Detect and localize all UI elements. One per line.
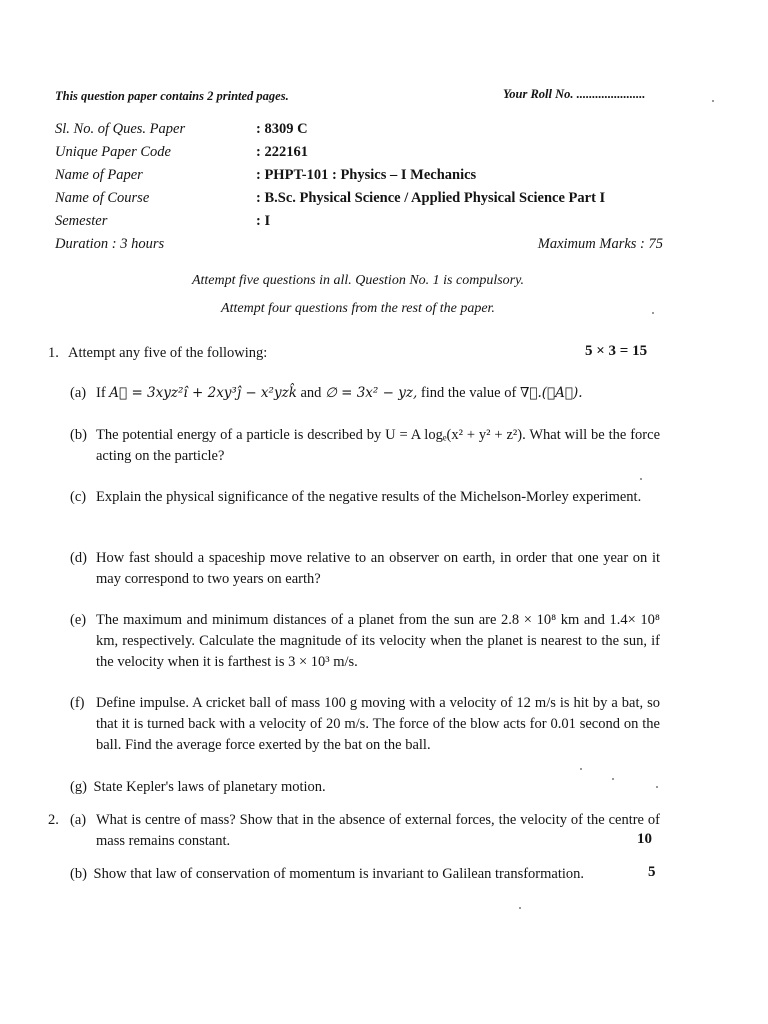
sub-question-e	[70, 610, 660, 674]
text-fragment: find the value of	[420, 385, 517, 401]
meta-value: : I	[256, 213, 271, 229]
meta-value: : 222161	[256, 144, 308, 160]
sub-question-marks: 10	[637, 831, 652, 847]
meta-value: : 8309 C	[256, 121, 308, 137]
question-number: 2.	[48, 812, 59, 828]
sub-question-label: (b)	[70, 866, 87, 882]
maximum-marks: Maximum Marks : 75	[537, 236, 663, 252]
sub-question-label: (g)	[70, 779, 87, 795]
meta-key: Sl. No. of Ques. Paper	[55, 121, 186, 137]
sub-question-label: (e)	[70, 612, 87, 628]
vector-expression: A⃗ = 3xyz²î + 2xy³ĵ − x²yzk̂	[109, 385, 297, 401]
scan-speck	[712, 100, 714, 102]
sub-question-2b	[70, 864, 584, 885]
scalar-expression: ∅ = 3x² − yz,	[325, 385, 418, 401]
instruction-line: Attempt five questions in all. Question No. 1 is compulsory.	[191, 273, 525, 288]
sub-question-label: (c)	[70, 489, 87, 505]
scan-speck	[612, 778, 614, 780]
scan-speck	[652, 312, 654, 314]
text-fragment: If	[96, 385, 106, 401]
instruction-line: Attempt four questions from the rest of the paper.	[221, 301, 495, 316]
sub-question-d	[70, 548, 660, 592]
sub-question-text: What is centre of mass? Show that in the absence of external forces, the velocity of the centre of mass remains constant.	[96, 812, 660, 849]
sub-question-label: (a)	[70, 385, 87, 401]
scan-speck	[580, 768, 582, 770]
sub-question-label: (f)	[70, 695, 85, 711]
scan-speck	[640, 478, 642, 480]
duration: Duration : 3 hours	[55, 236, 165, 252]
meta-value: : PHPT-101 : Physics – I Mechanics	[256, 167, 477, 183]
sub-question-f	[70, 693, 660, 757]
sub-question-a	[96, 383, 583, 404]
sub-question-label: (d)	[70, 550, 87, 566]
sub-question-text: State Kepler's laws of planetary motion.	[93, 779, 326, 795]
divergence-expression: ∇⃗.(∅A⃗).	[519, 385, 583, 401]
sub-question-text: Define impulse. A cricket ball of mass 100 g moving with a velocity of 12 m/s is hit by a bat, so that it is turned back with a velocity of 20 m/s. The force of the blow acts for 0.01 second on the ball. Find the average force exerted by the bat on the ball.	[96, 695, 660, 753]
meta-key: Name of Course	[55, 190, 150, 206]
sub-question-text: Explain the physical significance of the negative results of the Michelson-Morley experiment.	[96, 489, 642, 505]
meta-key: Name of Paper	[55, 167, 143, 183]
sub-question-2a	[70, 810, 660, 854]
meta-value: : B.Sc. Physical Science / Applied Physical Science Part I	[256, 190, 606, 206]
meta-key: Unique Paper Code	[55, 144, 171, 160]
sub-question-text: The potential energy of a particle is described by U = A logₑ(x² + y² + z²). What will be the force acting on the particle?	[96, 427, 660, 464]
sub-question-g	[70, 777, 326, 798]
sub-question-label: (b)	[70, 427, 87, 443]
sub-question-text: Show that law of conservation of momentum is invariant to Galilean transformation.	[93, 866, 585, 882]
sub-question-marks: 5	[648, 864, 656, 880]
sub-question-b	[70, 425, 660, 469]
sub-question-c	[70, 487, 660, 531]
scan-speck	[656, 786, 658, 788]
roll-number-field: Your Roll No. ......................	[503, 87, 646, 101]
sub-question-label: (a)	[70, 812, 87, 828]
question-marks: 5 × 3 = 15	[585, 343, 648, 359]
meta-key: Semester	[55, 213, 108, 229]
text-fragment: and	[300, 385, 322, 401]
question-number: 1.	[48, 345, 59, 361]
sub-question-text: The maximum and minimum distances of a planet from the sun are 2.8 × 10⁸ km and 1.4× 10⁸ km, respectively. Calculate the magnitude of its velocity when the planet is nearest to the sun, if the velocity when it is farthest is 3 × 10³ m/s.	[96, 612, 660, 670]
pages-note: This question paper contains 2 printed pages.	[55, 89, 289, 103]
scan-speck	[519, 907, 521, 909]
question-text: Attempt any five of the following:	[68, 345, 268, 361]
sub-question-text: How fast should a spaceship move relative to an observer on earth, in order that one year on it may correspond to two years on earth?	[96, 550, 660, 587]
